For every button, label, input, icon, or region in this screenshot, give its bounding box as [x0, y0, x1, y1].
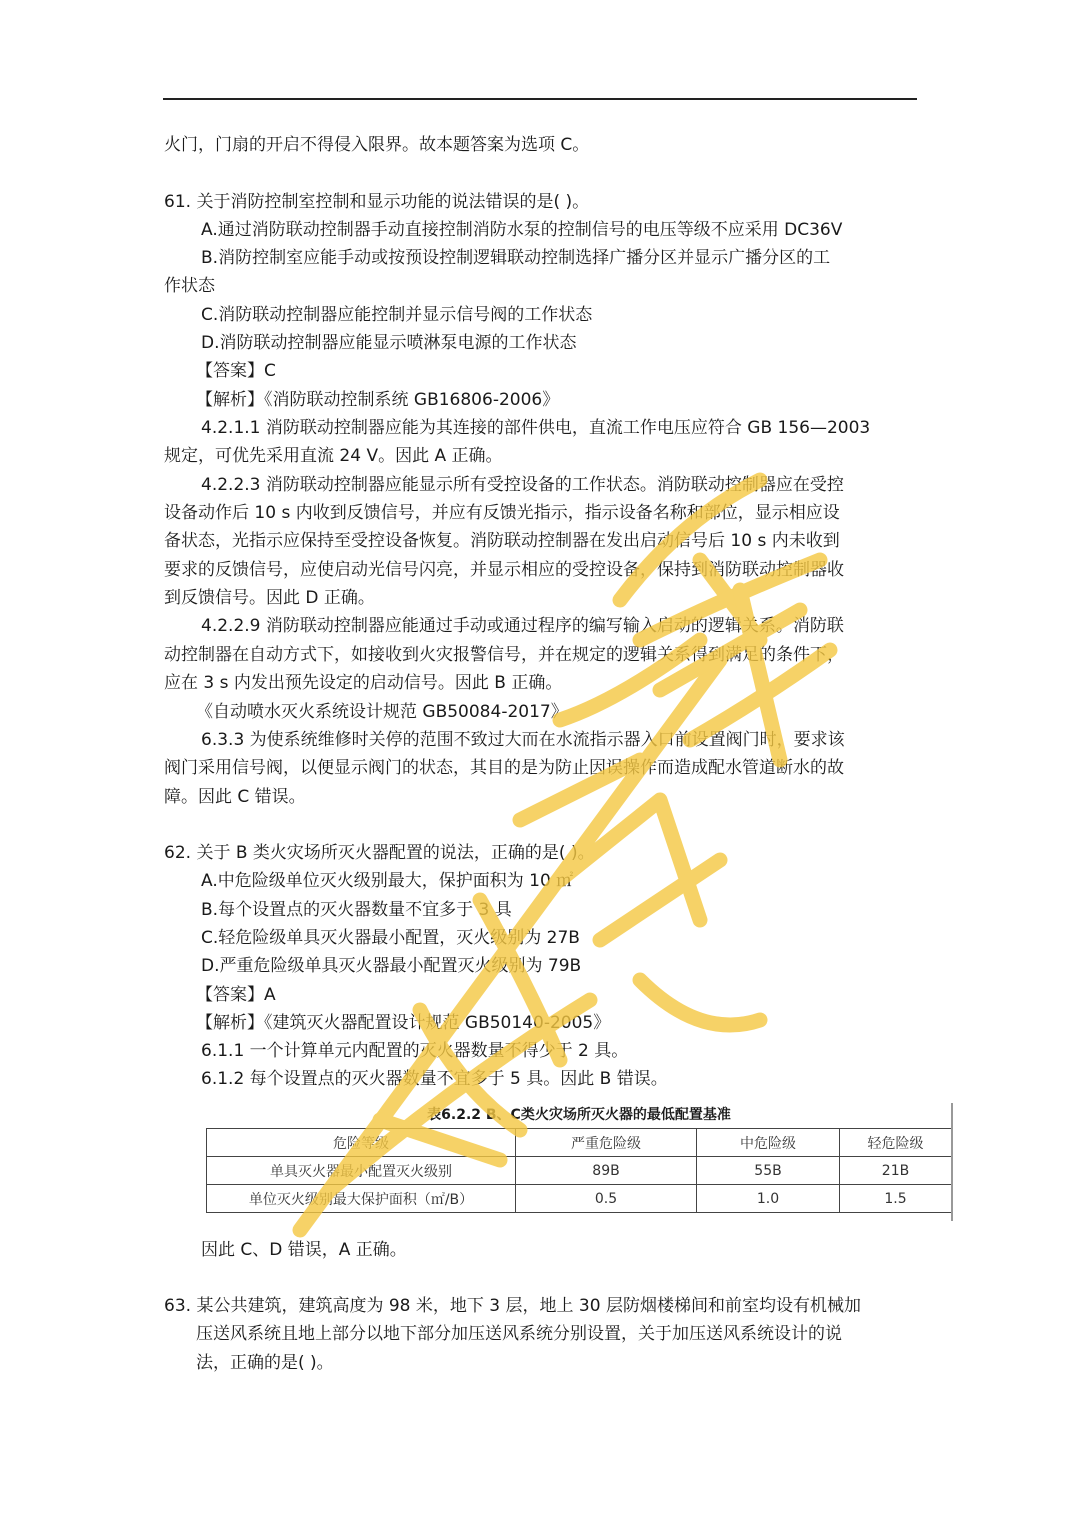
text-line: 4.2.1.1 消防联动控制器应能为其连接的部件供电，直流工作电压应符合 GB 156—2003 — [201, 418, 871, 438]
table-title: 表6.2.2 B、C类火灾场所灭火器的最低配置基准 — [427, 1107, 731, 1123]
text-line: 作状态 — [164, 276, 215, 296]
text-line: 火门，门扇的开启不得侵入限界。故本题答案为选项 C。 — [164, 135, 590, 155]
text-line: 压送风系统且地上部分以地下部分加压送风系统分别设置，关于加压送风系统设计的说 — [196, 1324, 842, 1344]
table-header-cell: 危险等级 — [207, 1129, 516, 1157]
option-d: D.消防联动控制器应能显示喷淋泵电源的工作状态 — [201, 333, 577, 353]
analysis-heading: 【解析】《建筑灭火器配置设计规范 GB50140-2005》 — [196, 1013, 611, 1033]
question-63: 63. 某公共建筑，建筑高度为 98 米，地下 3 层，地上 30 层防烟楼梯间和前室均设有机械加 — [164, 1296, 861, 1316]
table-header-cell: 严重危险级 — [516, 1129, 697, 1157]
option-b: B.消防控制室应能手动或按预设控制逻辑联动控制选择广播分区并显示广播分区的工 — [201, 248, 831, 268]
table-cell: 0.5 — [516, 1185, 697, 1213]
table-cell: 单具灭火器最小配置灭火级别 — [207, 1157, 516, 1185]
text-line: 因此 C、D 错误，A 正确。 — [201, 1240, 407, 1260]
table-cell: 89B — [516, 1157, 697, 1185]
config-table — [206, 1128, 952, 1213]
text-line: 《自动喷水灭火系统设计规范 GB50084-2017》 — [196, 702, 568, 722]
text-line: 法，正确的是( )。 — [196, 1353, 334, 1373]
text-line: 动控制器在自动方式下，如接收到火灾报警信号，并在规定的逻辑关系得到满足的条件下， — [164, 645, 844, 665]
text-line: 6.1.2 每个设置点的灭火器数量不宜多于 5 具。因此 B 错误。 — [201, 1069, 668, 1089]
header-rule — [163, 98, 917, 100]
table-cell: 单位灭火级别最大保护面积（㎡/B） — [207, 1185, 516, 1213]
table-header-row — [207, 1129, 952, 1157]
option-d: D.严重危险级单具灭火器最小配置灭火级别为 79B — [201, 956, 582, 976]
text-line: 到反馈信号。因此 D 正确。 — [164, 588, 375, 608]
text-line: 4.2.2.3 消防联动控制器应能显示所有受控设备的工作状态。消防联动控制器应在受控 — [201, 475, 844, 495]
text-line: 规定，可优先采用直流 24 V。因此 A 正确。 — [164, 446, 503, 466]
answer: 【答案】A — [196, 985, 276, 1005]
table-cell: 55B — [697, 1157, 840, 1185]
text-line: 6.3.3 为使系统维修时关停的范围不致过大而在水流指示器入口前设置阀门时，要求该 — [201, 730, 845, 750]
table-cell: 1.5 — [840, 1185, 952, 1213]
table-image-edge — [951, 1103, 953, 1221]
table-cell: 1.0 — [697, 1185, 840, 1213]
answer: 【答案】C — [196, 361, 276, 381]
option-b: B.每个设置点的灭火器数量不宜多于 3 具 — [201, 900, 512, 920]
option-c: C.轻危险级单具灭火器最小配置，灭火级别为 27B — [201, 928, 580, 948]
text-line: 应在 3 s 内发出预先设定的启动信号。因此 B 正确。 — [164, 673, 563, 693]
text-line: 6.1.1 一个计算单元内配置的灭火器数量不得少于 2 具。 — [201, 1041, 629, 1061]
table-header-cell: 轻危险级 — [840, 1129, 952, 1157]
question-62: 62. 关于 B 类火灾场所灭火器配置的说法，正确的是( )。 — [164, 843, 595, 863]
question-61: 61. 关于消防控制室控制和显示功能的说法错误的是( )。 — [164, 192, 590, 212]
text-line: 4.2.2.9 消防联动控制器应能通过手动或通过程序的编写输入启动的逻辑关系。消防联 — [201, 616, 844, 636]
table-cell: 21B — [840, 1157, 952, 1185]
option-a: A.中危险级单位灭火级别最大，保护面积为 10 ㎡ — [201, 871, 574, 891]
table-header-cell: 中危险级 — [697, 1129, 840, 1157]
text-line: 障。因此 C 错误。 — [164, 787, 306, 807]
text-line: 阀门采用信号阀，以便显示阀门的状态，其目的是为防止因误操作而造成配水管道断水的故 — [164, 758, 844, 778]
text-line: 备状态，光指示应保持至受控设备恢复。消防联动控制器在发出启动信号后 10 s 内未收到 — [164, 531, 840, 551]
table-row — [207, 1157, 952, 1185]
text-line: 设备动作后 10 s 内收到反馈信号，并应有反馈光指示，指示设备名称和部位，显示相应设 — [164, 503, 840, 523]
option-c: C.消防联动控制器应能控制并显示信号阀的工作状态 — [201, 305, 593, 325]
option-a: A.通过消防联动控制器手动直接控制消防水泵的控制信号的电压等级不应采用 DC36V — [201, 220, 843, 240]
table-row — [207, 1185, 952, 1213]
analysis-heading: 【解析】《消防联动控制系统 GB16806-2006》 — [196, 390, 560, 410]
text-line: 要求的反馈信号，应使启动光信号闪亮，并显示相应的受控设备，保持到消防联动控制器收 — [164, 560, 844, 580]
